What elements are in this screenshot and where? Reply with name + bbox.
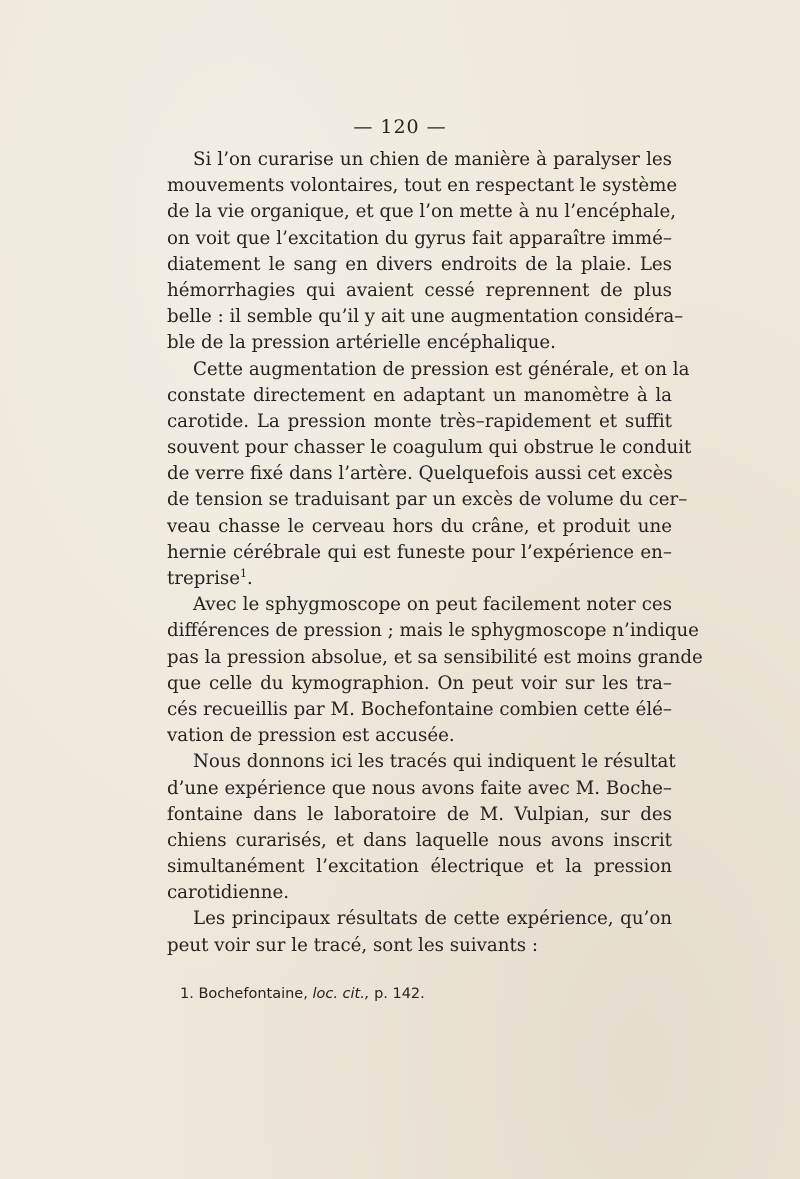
paragraph-line-with-footnote	[167, 566, 672, 592]
paragraph-line: mouvements volontaires, tout en respectant le système	[167, 175, 678, 197]
paragraph-line: souvent pour chasser le coagulum qui obstrue le conduit	[167, 437, 692, 459]
footnote-page: p. 142.	[374, 986, 425, 1002]
paragraph-line: hémorrhagies qui avaient cessé reprennent de plus	[167, 279, 672, 301]
paragraph-line: Nous donnons ici les tracés qui indiquent le résultat	[193, 751, 676, 773]
body-text	[167, 147, 703, 959]
paragraph-line: cés recueillis par M. Bochefontaine combien cette élé–	[167, 698, 672, 720]
paragraph-line: fontaine dans le laboratoire de M. Vulpian, sur des	[167, 803, 672, 825]
page-number: — 120 —	[353, 116, 447, 138]
footnote-number: 1.	[180, 986, 194, 1002]
paragraph-line: différences de pression ; mais le sphygmoscope n’indique	[167, 620, 699, 642]
paragraph-line: vation de pression est accusée.	[167, 725, 455, 747]
footnote-reference: loc. cit.,	[312, 986, 370, 1002]
paragraph-line: Avec le sphygmoscope on peut facilement noter ces	[193, 594, 672, 616]
paragraph-line: carotide. La pression monte très–rapidement et suffit	[167, 410, 672, 432]
paragraph-line: veau chasse le cerveau hors du crâne, et produit une	[167, 515, 672, 537]
paragraph-line: que celle du kymographion. On peut voir sur les tra–	[167, 672, 672, 694]
paragraph-line: Les principaux résultats de cette expérience, qu’on	[193, 908, 672, 930]
paragraph-line: belle : il semble qu’il y ait une augmentation considéra–	[167, 306, 684, 328]
paragraph-line: peut voir sur le tracé, sont les suivants :	[167, 934, 538, 956]
paragraph-line: de la vie organique, et que l’on mette à nu l’encéphale,	[167, 201, 676, 223]
paragraph-line: carotidienne.	[167, 882, 289, 904]
paragraph-line: diatement le sang en divers endroits de la plaie. Les	[167, 253, 672, 275]
paragraph-line: simultanément l’excitation électrique et la pression	[167, 856, 672, 878]
paragraph-line: constate directement en adaptant un manomètre à la	[167, 384, 672, 406]
footnote-author: Bochefontaine,	[198, 986, 308, 1002]
paragraph-line: on voit que l’excitation du gyrus fait apparaître immé–	[167, 227, 672, 249]
footnote	[180, 986, 425, 1002]
footnote-marker: 1	[240, 566, 248, 580]
paragraph-line: Cette augmentation de pression est générale, et on la	[193, 358, 690, 380]
paragraph-line: de tension se traduisant par un excès de volume du cer–	[167, 489, 688, 511]
paragraph-line: pas la pression absolue, et sa sensibilité est moins grande	[167, 646, 703, 668]
paragraph-line: ble de la pression artérielle encéphalique.	[167, 332, 556, 354]
paragraph-line: hernie cérébrale qui est funeste pour l’expérience en–	[167, 541, 672, 563]
paragraph-line: Si l’on curarise un chien de manière à paralyser les	[193, 149, 672, 170]
paragraph-line: d’une expérience que nous avons faite avec M. Boche–	[167, 777, 672, 799]
sentence-end: .	[247, 568, 253, 589]
paragraph-line: chiens curarisés, et dans laquelle nous avons inscrit	[167, 829, 672, 851]
paragraph-line: de verre fixé dans l’artère. Quelquefois aussi cet excès	[167, 463, 673, 485]
paragraph-line: treprise	[167, 568, 241, 589]
